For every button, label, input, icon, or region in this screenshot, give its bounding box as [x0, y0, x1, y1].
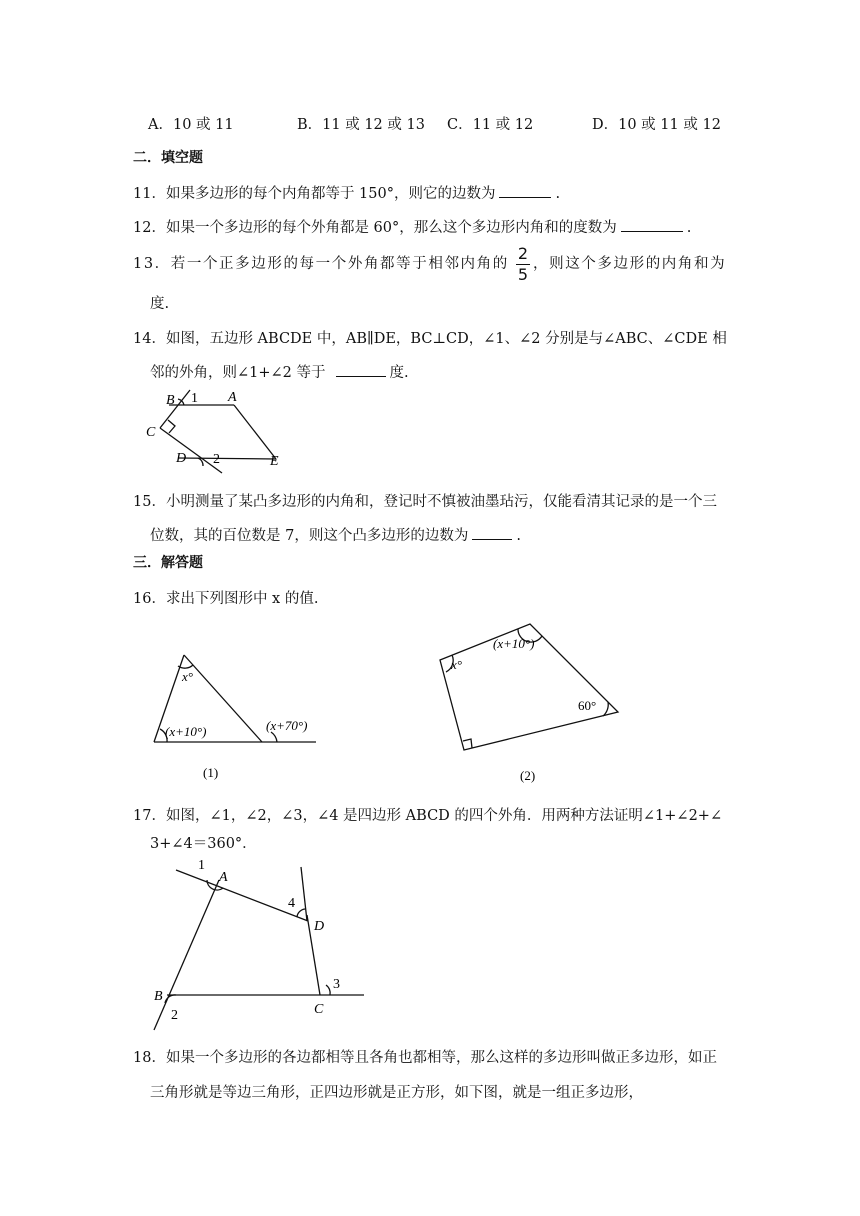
- label-angle-2: 2: [213, 452, 220, 467]
- question-16-text: 16．求出下列图形中 x 的值.: [133, 591, 319, 607]
- section-title-fill-in: 二．填空题: [133, 150, 203, 166]
- label-angle-4: 4: [288, 896, 295, 911]
- label-C: C: [314, 1002, 324, 1017]
- label-E: E: [270, 454, 279, 469]
- question-14-end: 度.: [389, 365, 409, 381]
- option-c: C．11 或 12: [447, 117, 534, 133]
- question-18-line2: 三角形就是等边三角形，正四边形就是正方形，如下图，就是一组正多边形，: [150, 1085, 643, 1101]
- label-angle-2: 2: [171, 1008, 178, 1023]
- question-15-end: .: [516, 528, 521, 544]
- label-A: A: [228, 390, 237, 405]
- question-13-text-b: ，则这个多边形的内角和为: [533, 256, 727, 272]
- fraction-numerator: 2: [517, 244, 529, 263]
- label-x-plus-70: (x+70°): [266, 718, 308, 733]
- label-x-plus-10: (x+10°): [165, 724, 207, 739]
- option-b: B．11 或 12 或 13: [297, 117, 425, 133]
- label-angle-1: 1: [191, 391, 198, 406]
- option-a: A．10 或 11: [148, 117, 234, 133]
- label-A: A: [219, 870, 228, 885]
- label-B: B: [166, 393, 175, 408]
- question-11-end: .: [555, 186, 561, 202]
- question-12-end: .: [686, 220, 692, 236]
- question-13-line2: 度.: [150, 296, 170, 312]
- label-angle-1: 1: [198, 858, 205, 873]
- label-D: D: [314, 919, 325, 934]
- figure-caption-2: (2): [520, 768, 536, 783]
- label-x-deg: x°: [182, 669, 193, 684]
- label-x-deg: x°: [451, 657, 462, 672]
- question-14-line1: 14．如图，五边形 ABCDE 中，AB∥DE，BC⊥CD，∠1、∠2 分别是与∠ABC、∠CDE 相: [133, 331, 727, 347]
- label-B: B: [154, 989, 163, 1004]
- label-C: C: [146, 425, 156, 440]
- question-18-line1: 18．如果一个多边形的各边都相等且各角也都相等，那么这样的多边形叫做正多边形，如正: [133, 1050, 717, 1066]
- question-12-text: 12．如果一个多边形的每个外角都是 60°，那么这个多边形内角和的度数为: [133, 220, 617, 236]
- option-d: D．10 或 11 或 12: [592, 117, 721, 133]
- question-17-line1: 17．如图，∠1，∠2，∠3，∠4 是四边形 ABCD 的四个外角．用两种方法证明∠1+∠2+∠: [133, 808, 723, 824]
- fraction-denominator: 5: [517, 265, 529, 284]
- figure-caption-1: (1): [203, 765, 219, 780]
- question-17-line2: 3+∠4＝360°．: [150, 836, 257, 852]
- label-angle-3: 3: [333, 977, 340, 992]
- question-13-text-a: 13．若一个正多边形的每一个外角都等于相邻内角的: [133, 256, 509, 272]
- label-x-plus-10: (x+10°): [493, 636, 535, 651]
- question-15-text: 位数，其的百位数是 7，则这个凸多边形的边数为: [150, 528, 469, 544]
- label-60-deg: 60°: [578, 698, 597, 713]
- question-15-line1: 15．小明测量了某凸多边形的内角和，登记时不慎被油墨玷污，仅能看清其记录的是一个三: [133, 494, 717, 510]
- section-title-solve: 三．解答题: [133, 555, 203, 571]
- question-14-text: 邻的外角，则∠1+∠2 等于: [150, 365, 326, 381]
- question-11-text: 11．如果多边形的每个内角都等于 150°，则它的边数为: [133, 186, 496, 202]
- label-D: D: [176, 451, 187, 466]
